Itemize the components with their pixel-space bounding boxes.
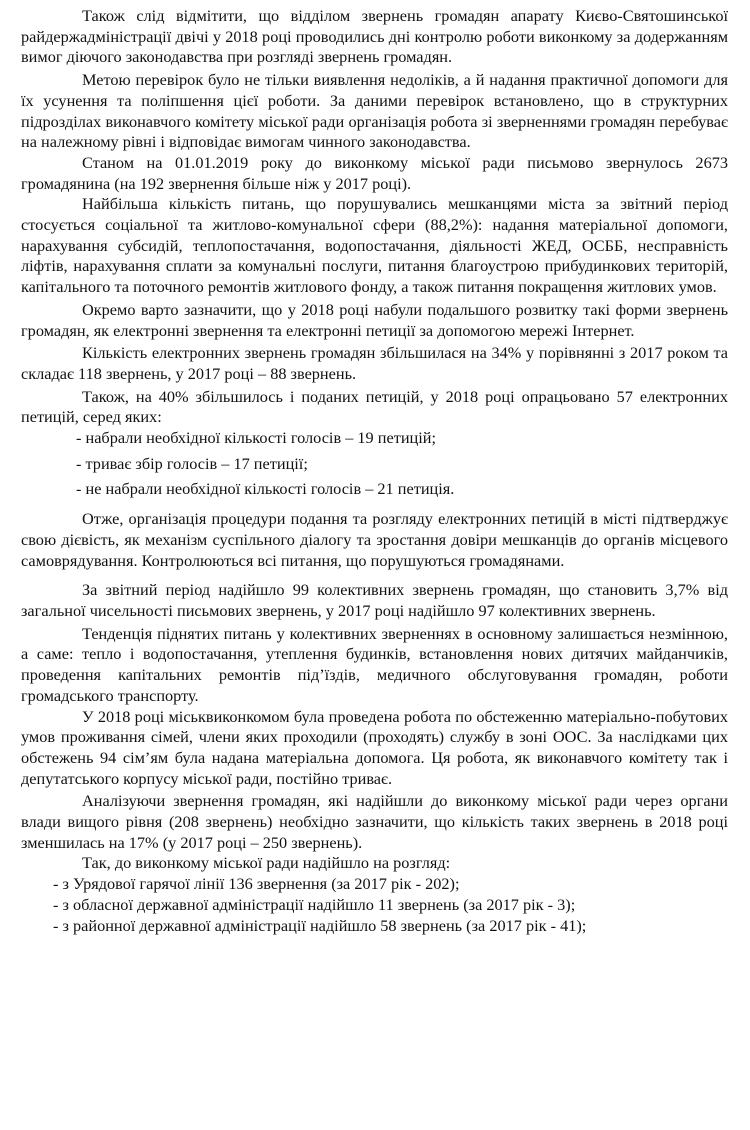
paragraph-electronic-appeals: Кількість електронних звернень громадян збільшилася на 34% у порівнянні з 2017 роком та складає 118 звернень, у 2017 році – 88 звернень.: [21, 343, 728, 383]
list-item: - з Урядової гарячої лінії 136 звернення (за 2017 рік - 202);: [53, 874, 460, 894]
paragraph-petitions-conclusion: Отже, організація процедури подання та розгляду електронних петицій в місті підтверджує свою дієвість, як механізм суспільного діалогу та зростання довіри мешканців до органів місцевого самоврядування. Контролюються всі питання, що порушуються громадянами.: [21, 509, 728, 570]
list-item: - не набрали необхідної кількості голосів – 21 петиція.: [76, 479, 455, 499]
paragraph-oos-families: У 2018 році міськвиконкомом була проведена робота по обстеженню матеріально-побутових умов проживання сімей, члени яких проходили (проходять) службу в зоні ООС. За наслідками цих обстежень 94 сім’ям була надана матеріальна допомога. Ця робота, як виконавчого комітету так і депутатського корпусу міської ради, постійно триває.: [21, 706, 728, 788]
paragraph-electronic-forms: Окремо варто зазначити, що у 2018 році набули подальшого розвитку такі форми звернень громадян, як електронні звернення та електронні петиції за допомогою мережі Інтернет.: [21, 299, 728, 340]
paragraph-collective-appeals: За звітний період надійшло 99 колективних звернень громадян, що становить 3,7% від загальної чисельності письмових звернень, у 2017 році надійшло 97 колективних звернень.: [21, 580, 728, 620]
paragraph-main-issues: Найбільша кількість питань, що порушувались мешканцями міста за звітний період стосується соціальної та житлово-комунальної сфери (88,2%): надання матеріальної допомоги, нарахування субсидій, теплопостачання, водопостачання, діяльності ЖЕД, ОСББ, несправність ліфтів, нарахування сплати за комунальні послуги, питання благоустрою прибудинкових територій, капітального та поточного ремонтів житлового фонду, а також питання покращення житлових умов.: [21, 194, 728, 297]
list-item: - набрали необхідної кількості голосів – 19 петицій;: [76, 428, 436, 448]
petitions-list: [21, 428, 728, 500]
sources-list: [21, 874, 728, 936]
paragraph-sources-intro: Так, до виконкому міської ради надійшло на розгляд:: [82, 853, 451, 873]
paragraph-collective-issues: Тенденція піднятих питань у колективних зверненнях в основному залишається незмінною, а саме: тепло і водопостачання, утеплення будинків, встановлення нових дитячих майданчиків, проведення капітальних ремонтів під’їздів, медичного обслуговування громадян, роботи громадського транспорту.: [21, 623, 728, 705]
paragraph-inspection-goals: Метою перевірок було не тільки виявлення недоліків, а й надання практичної допомоги для їх усунення та поліпшення цієї роботи. За даними перевірок встановлено, що в структурних підрозділах виконавчого комітету міської ради організація робота зі зверненнями громадян перебуває на належному рівні і відповідає вимогам чинного законодавства.: [21, 70, 728, 152]
list-item: - триває збір голосів – 17 петиції;: [76, 453, 308, 473]
paragraph-petitions: Також, на 40% збільшилось і поданих петицій, у 2018 році опрацьовано 57 електронних петицій, серед яких:: [21, 386, 728, 427]
list-item: - з районної державної адміністрації надійшло 58 звернень (за 2017 рік - 41);: [53, 915, 587, 935]
paragraph-inspections: Також слід відмітити, що відділом звернень громадян апарату Києво-Святошинської райдержадміністрації двічі у 2018 році проводились дні контролю роботи виконкому за додержанням вимог діючого законодавства при розгляді звернень громадян.: [21, 6, 728, 67]
paragraph-higher-authorities: Аналізуючи звернення громадян, які надійшли до виконкому міської ради через органи влади вищого рівня (208 звернень) необхідно зазначити, що кількість таких звернень в 2018 році зменшилась на 17% (у 2017 році – 250 звернень).: [21, 791, 728, 852]
list-item: - з обласної державної адміністрації надійшло 11 звернень (за 2017 рік - 3);: [53, 894, 576, 914]
paragraph-total-appeals: Станом на 01.01.2019 року до виконкому міської ради письмово звернулось 2673 громадянина (на 192 звернення більше ніж у 2017 році).: [21, 152, 728, 193]
